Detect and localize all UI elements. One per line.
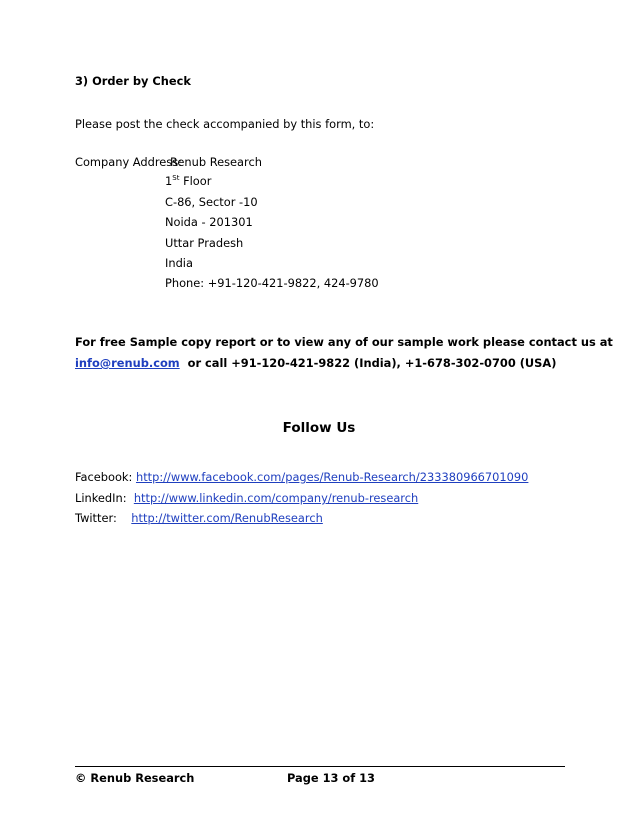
address-street: C-86, Sector -10 bbox=[165, 195, 258, 209]
footer-divider bbox=[75, 766, 565, 767]
address-state: Uttar Pradesh bbox=[165, 236, 244, 250]
sample-line-2 bbox=[75, 356, 556, 370]
sample-line-1: For free Sample copy report or to view any of our sample work please contact us at bbox=[75, 335, 613, 349]
twitter-link[interactable]: http://twitter.com/RenubResearch bbox=[131, 511, 323, 525]
section-heading: 3) Order by Check bbox=[75, 74, 191, 88]
address-company: Renub Research bbox=[170, 155, 262, 169]
floor-suffix: St bbox=[172, 174, 180, 182]
twitter-label: Twitter: bbox=[75, 511, 117, 525]
facebook-link[interactable]: http://www.facebook.com/pages/Renub-Research/233380966701090 bbox=[135, 470, 529, 484]
footer-copyright: © Renub Research bbox=[75, 771, 195, 785]
twitter-row bbox=[75, 511, 323, 525]
floor-number: 1 bbox=[165, 174, 173, 188]
check-instruction: Please post the check accompanied by this form, to: bbox=[75, 117, 375, 131]
address-label: Company Address: bbox=[75, 155, 183, 169]
facebook-row bbox=[75, 470, 528, 484]
follow-us-title: Follow Us bbox=[282, 420, 356, 436]
linkedin-label: LinkedIn: bbox=[75, 491, 127, 505]
address-city: Noida - 201301 bbox=[165, 215, 253, 229]
linkedin-row bbox=[75, 491, 418, 505]
email-link[interactable]: info@renub.com bbox=[75, 356, 180, 370]
footer-page-number: Page 13 of 13 bbox=[287, 771, 375, 785]
facebook-label: Facebook: bbox=[75, 470, 133, 484]
linkedin-link[interactable]: http://www.linkedin.com/company/renub-research bbox=[133, 491, 419, 505]
address-phone: Phone: +91-120-421-9822, 424-9780 bbox=[165, 276, 379, 290]
sample-contact-phones: or call +91-120-421-9822 (India), +1-678-302-0700 (USA) bbox=[187, 356, 557, 370]
address-floor bbox=[165, 174, 211, 188]
address-country: India bbox=[165, 256, 193, 270]
floor-word: Floor bbox=[183, 174, 212, 188]
